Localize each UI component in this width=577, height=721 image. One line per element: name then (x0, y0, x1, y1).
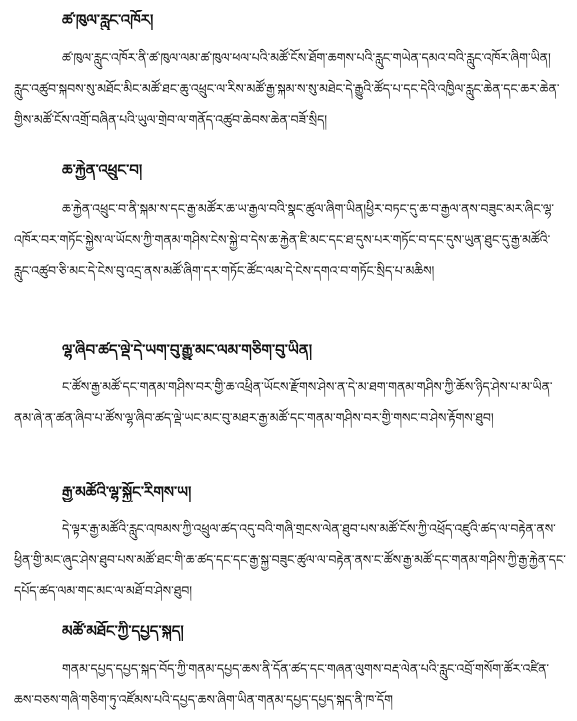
section-heading-4: རྒྱ་མཚོའི་ལྷ་སྐྱོང་རིགས་ཡ། (62, 483, 192, 501)
section-paragraph-2: ཆ་རྐྱེན་འཕྲུང་བ་ནི་སྐམ་ས་དང་རྒྱ་མཚོར་ཆ་ཡ་རྒྱལ་བའི་སྣང་ཚུལ་ཞིག་ཡིན།ཕྱིར་བཏང་དུ་ཆ་བ་རྒྱལ་ནས་བཟུང་མར་ཞིང་ལྷ་འཁོར་བར་གཏོང་སྐྱེས་ལ་ཡོངས་ཀྱི་གནམ་གཤིས་ངེས་སྐྱེ་བ་དེས་ཆ་རྐྱེན་ཇི་མང་དང་ཐ་དུས་པར་གཏོང་བ་དང་དུས་ཡུན་ཐུང་དུ་རྒྱ་མཚོའི་རླུང་འཚུབ་ཅི་མང་དེ་ངེས་བུ་འདྲ་ནས་མཚོ་ཞིག་དར་གཏོང་ཚོང་ལམ་དེ་ངེས་དགའ་བ་གཏོང་སྲིད་པ་མཆིས། (14, 201, 555, 278)
section-heading-5: མཚོ་མཐོང་ཀྱི་དཔྱད་སྐད། (62, 622, 184, 640)
section-paragraph-5: གནམ་དཔྱད་དཔྱད་སྐད་བོད་ཀྱི་གནམ་དཔྱད་ཆས་ནི་དོན་ཚད་དང་གཞན་ལུགས་བརྡ་ལེན་པའི་རླུང་འབྲོ་གསོག་ཚོར་འཛིན་ཆས་བཅས་གཞི་གཅིག་ཏུ་འཛོམས་པའི་དཔྱད་ཆས་ཞིག་ཡིན་གནམ་དཔྱད་དཔྱད་སྐད་ནི་ཁ་དོག (14, 661, 550, 707)
section-heading-3: ལྷ་ཞིབ་ཚད་ལྡེ་དེ་ཡག་བུ་རྒྱུ་མང་ལམ་གཅིག་བུ་ཡིན། (62, 341, 313, 359)
section-heading-1: ཚ་ཁུལ་རླུང་འཁོར། (62, 11, 154, 29)
section-paragraph-3: ང་ཚོས་རྒྱ་མཚོ་དང་གནམ་གཤིས་བར་གྱི་ཆ་འཕྲིན་ཡོངས་རྫོགས་ཤེས་ན་དེ་མ་ཐག་གནམ་གཤིས་ཀྱི་ཆོས་ཉིད་ཤེས་པ་མ་ཡིན་ནམ་ཞེ་ན་ཚན་ཞིབ་པ་ཚོས་ལྷ་ཞིབ་ཚད་ལྡེ་ཡང་མང་བུ་མཐར་རྒྱ་མཚོ་དང་གནམ་གཤིས་བར་གྱི་གསང་བ་ཤེས་རྟོགས་ཐུབ། (14, 379, 553, 425)
section-heading-2: ཆ་རྐྱེན་འཕྲུང་བ། (62, 161, 143, 179)
section-paragraph-1: ཚ་ཁུལ་རླུང་འཁོར་ནི་ཚ་ཁུལ་ལམ་ཚ་ཁུལ་ཕལ་པའི་མཚོ་ངོས་ཐོག་ཆགས་པའི་རླུང་གཡེན་དམའ་བའི་རླུང་འཁོར་ཞིག་ཡིན།རླུང་འཚུབ་སྐབས་སུ་མཐོང་མིང་མཚོ་ཐང་ཆུ་འཕྲུང་ལ་རིས་མཚོ་རྒྱ་སྐམ་ས་སུ་མཐེང་དེ་རྒྱུའི་ཚོད་པ་དང་དེའི་འཁྱིལ་རླུང་ཆེན་དང་ཆར་ཆེན་གྱིས་མཚོ་ངོས་འགྲོ་བཞིན་པའི་ཡུལ་གྲེབ་ལ་གནོད་འཚུབ་ཆེབས་ཆེན་བཟོ་སྲིད། (14, 50, 560, 127)
section-paragraph-4: དེ་ལྟར་རྒྱ་མཚོའི་རླུང་འཁམས་ཀྱི་འཕྲུལ་ཚད་འདུ་བའི་གཞི་གྲངས་ལེན་ཐུབ་པས་མཚོ་ངོས་ཀྱི་འཕྲོད་འཛུའི་ཚད་ལ་བརྟེན་ནས་ཕྱིན་གྱི་མང་ཞུང་ཤེས་ཐུབ་པས་མཚོ་ཐང་གི་ཆ་ཚད་དང་དང་རྒྱ་སྐྱ་བཟུང་ཚུལ་ལ་བརྟེན་ནས་ང་ཚོས་རྒྱ་མཚོ་དང་གནམ་གཤིས་ཀྱི་རྒྱ་རྐྱེན་དང་དཔོད་ཚད་ལམ་གང་མང་ལ་མཐོ་བ་ཤེས་ཐུབ། (14, 521, 566, 598)
